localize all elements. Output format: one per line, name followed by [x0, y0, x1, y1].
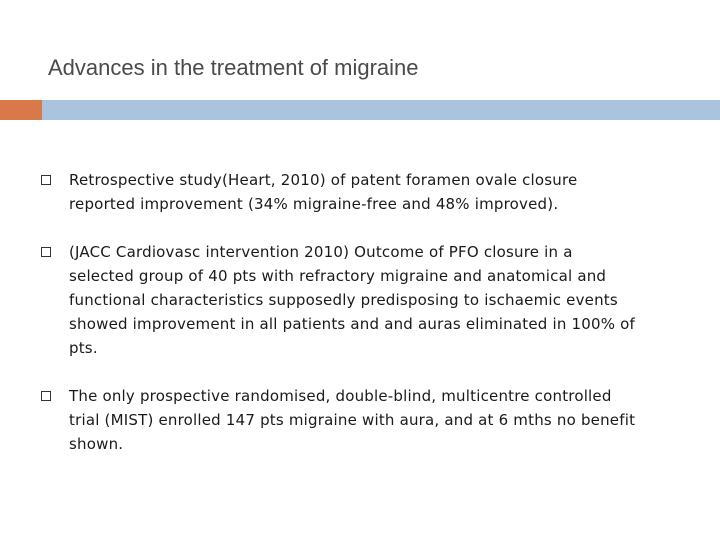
bullet-list [40, 168, 640, 480]
square-bullet-icon [41, 175, 51, 185]
slide-title: Advances in the treatment of migraine [48, 55, 419, 80]
bullet-item [40, 168, 640, 216]
bullet-item [40, 240, 640, 360]
bullet-text: The only prospective randomised, double-blind, multicentre controlled trial (MIST) enrolled 147 pts migraine with aura, and at 6 mths no benefit shown. [69, 387, 636, 453]
square-bullet-icon [41, 247, 51, 257]
title-rule-accent [0, 100, 42, 120]
bullet-text: Retrospective study(Heart, 2010) of patent foramen ovale closure reported improvement (34% migraine-free and 48% improved). [69, 171, 578, 213]
title-rule-line [42, 100, 720, 120]
bullet-item [40, 384, 640, 456]
bullet-text: (JACC Cardiovasc intervention 2010) Outcome of PFO closure in a selected group of 40 pts with refractory migraine and anatomical and functional characteristics supposedly predisposing to ischaemic events showed improvement in all patients and and auras eliminated in 100% of pts. [69, 243, 636, 357]
square-bullet-icon [41, 391, 51, 401]
